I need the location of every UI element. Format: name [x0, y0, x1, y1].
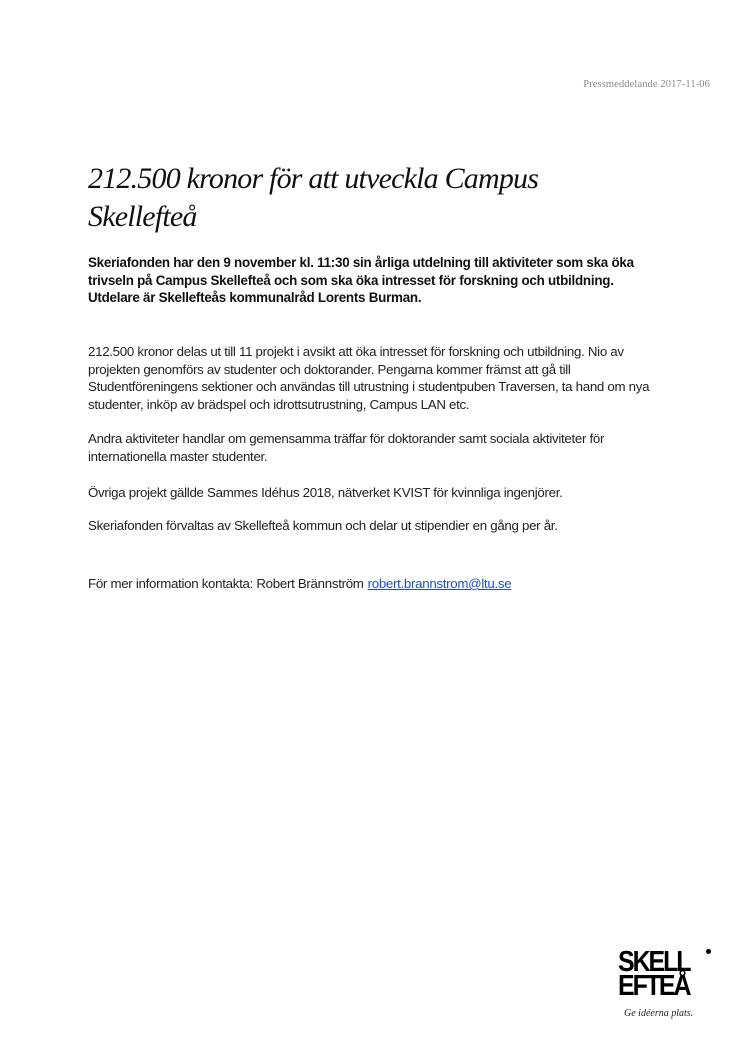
body-paragraph-4: Skeriafonden förvaltas av Skellefteå kommun och delar ut stipendier en gång per år.: [88, 518, 558, 533]
logo-text-line-1: SKELL: [618, 946, 690, 978]
press-release-date: Pressmeddelande 2017-11-06: [583, 79, 710, 90]
body-paragraph-2: Andra aktiviteter handlar om gemensamma träffar för doktorander samt sociala aktiviteter för internationella master studenter.: [88, 431, 605, 464]
body-paragraph-3: Övriga projekt gällde Sammes Idéhus 2018, nätverket KVIST för kvinnliga ingenjörer.: [88, 485, 563, 500]
logo-dot-icon: [706, 949, 711, 954]
logo-text-line-2: EFTEÅ: [618, 970, 690, 1002]
body-paragraph-1: 212.500 kronor delas ut till 11 projekt i avsikt att öka intresset för forskning och utbildning. Nio av projekten genomförs av studenter och doktorander. Pengarna kommer främst att gå till Studentföreningens sektioner och användas till utrustning i studentpuben Traversen, ta hand om nya studenter, inköp av brädspel och idrottsutrustning, Campus LAN etc.: [88, 344, 650, 412]
contact-line: [88, 575, 511, 593]
logo-tagline: Ge idéerna plats.: [624, 1008, 694, 1019]
contact-email-link[interactable]: robert.brannstrom@ltu.se: [367, 576, 512, 591]
page-title: 212.500 kronor för att utveckla Campus Skellefteå: [88, 162, 539, 233]
skelleftea-logo: [618, 946, 714, 1024]
lead-paragraph: Skeriafonden har den 9 november kl. 11:30 sin årliga utdelning till aktiviteter som ska öka trivseln på Campus Skellefteå och som ska öka intresset för forskning och utbildning. Utdelare är Skellefteås kommunalråd Lorents Burman.: [88, 255, 634, 306]
contact-label: För mer information kontakta: Robert Brännström: [88, 576, 364, 591]
